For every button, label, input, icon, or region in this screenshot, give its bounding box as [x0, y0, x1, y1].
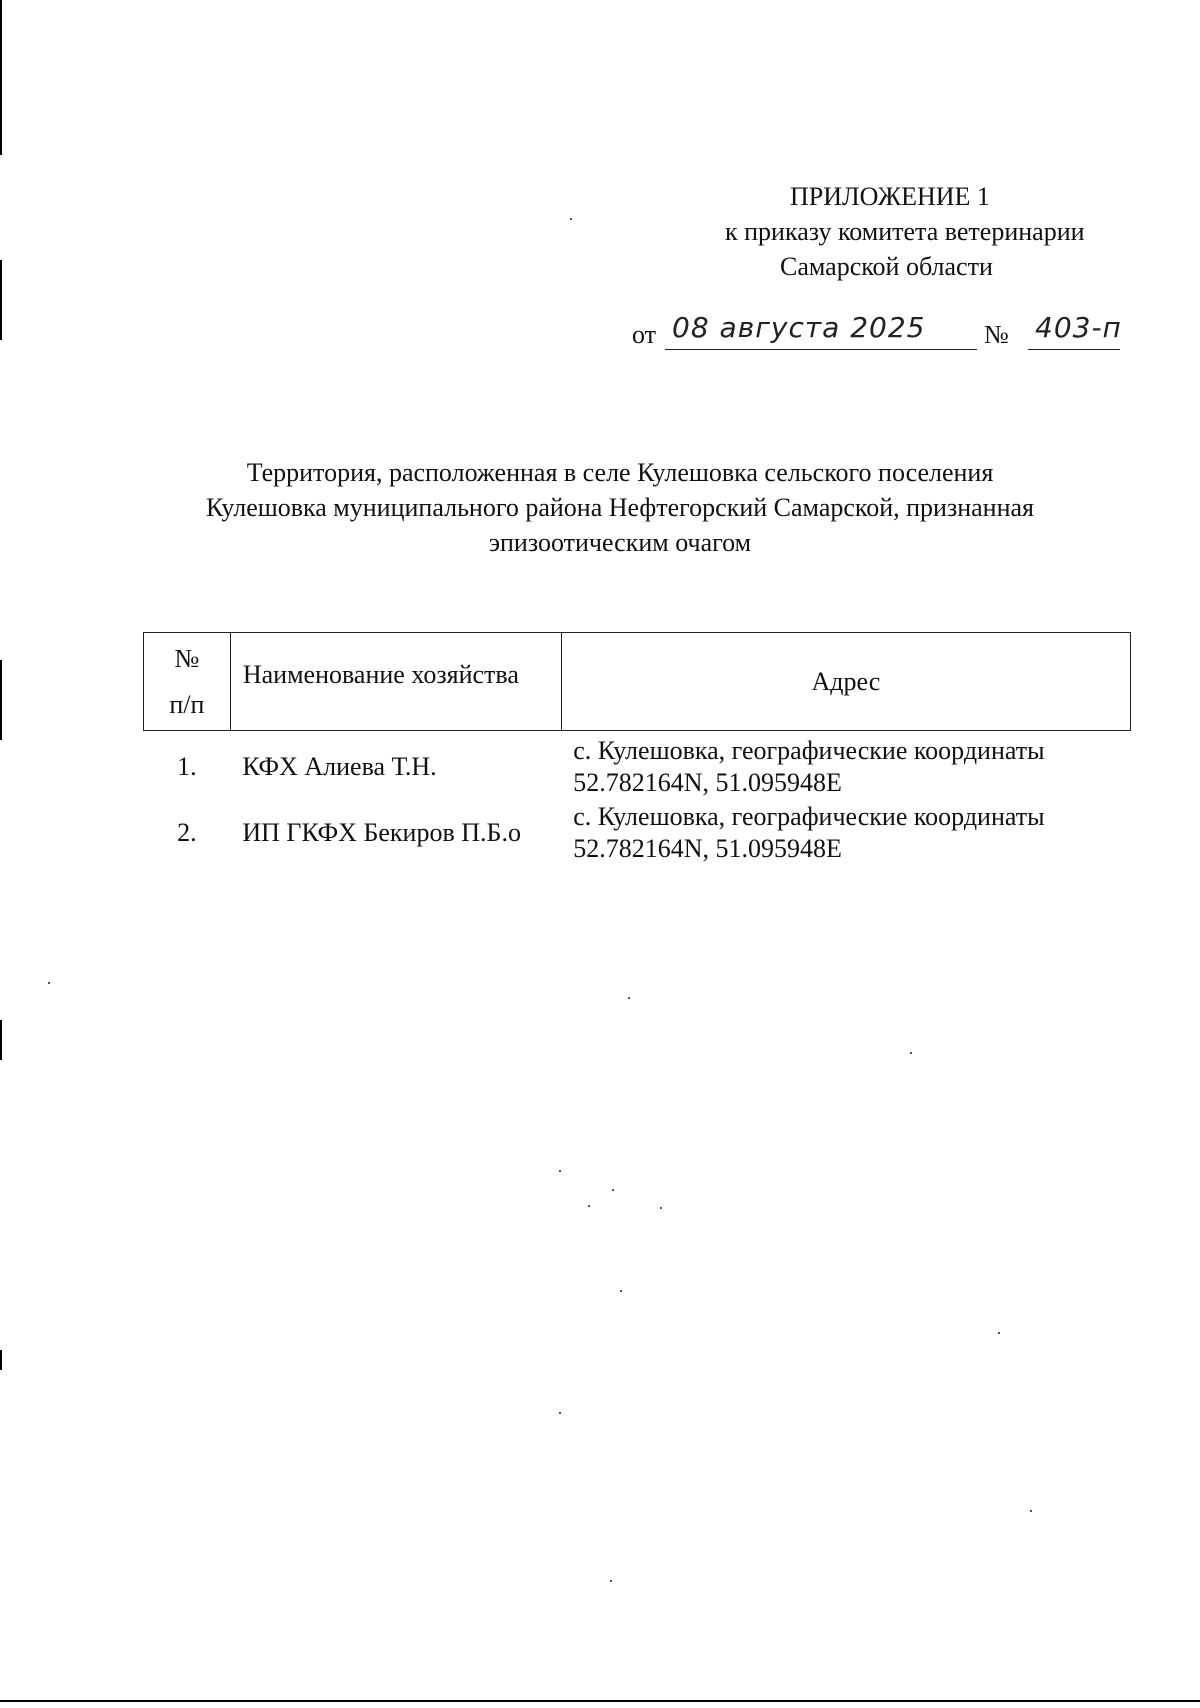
- table-row: [144, 799, 1131, 865]
- row-address: [561, 799, 1130, 865]
- address-coordinates: 52.782164N, 51.095948E: [573, 768, 842, 797]
- address-coordinates: 52.782164N, 51.095948E: [573, 834, 842, 863]
- scan-speck: [998, 1332, 1000, 1334]
- row-address: [561, 731, 1130, 800]
- scan-speck: [610, 1580, 612, 1582]
- scan-speck: [588, 1205, 590, 1207]
- row-farm-name: КФХ Алиева Т.Н.: [242, 752, 437, 781]
- header-farm-name: Наименование хозяйства: [230, 633, 561, 731]
- scan-edge-mark: [0, 660, 2, 740]
- scan-speck: [628, 997, 630, 999]
- scan-speck: [1030, 1510, 1032, 1512]
- row-number: 2.: [177, 818, 197, 847]
- row-number: 1.: [177, 752, 197, 781]
- row-farm-name: ИП ГКФХ Бекиров П.Б.о: [242, 818, 521, 847]
- scan-speck: [559, 1170, 561, 1172]
- date-underline: [665, 349, 977, 350]
- heading-line: эпизоотическим очагом: [488, 528, 752, 557]
- scan-speck: [660, 1207, 662, 1209]
- document-heading: [130, 455, 1110, 560]
- scan-speck: [910, 1052, 912, 1054]
- farms-table: [143, 632, 1131, 865]
- scan-edge-mark: [0, 260, 2, 340]
- appendix-title: ПРИЛОЖЕНИЕ 1: [790, 182, 990, 211]
- scan-speck: [48, 982, 50, 984]
- number-underline: [1028, 349, 1120, 350]
- address-line: с. Кулешовка, географические координаты: [573, 802, 1045, 831]
- appendix-region-line: Самарской области: [780, 252, 993, 281]
- heading-line: Территория, расположенная в селе Кулешовка сельского поселения: [246, 458, 994, 487]
- number-prefix: №: [984, 320, 1009, 349]
- handwritten-order-number: 403-п: [1035, 311, 1122, 344]
- appendix-order-line: к приказу комитета ветеринарии: [725, 217, 1085, 246]
- scan-edge-mark: [0, 1350, 2, 1370]
- scan-speck: [620, 1290, 622, 1292]
- header-number-symbol: №: [174, 643, 200, 673]
- scan-bottom-edge: [0, 1700, 1200, 1702]
- handwritten-date: 08 августа 2025: [672, 311, 926, 344]
- address-line: с. Кулешовка, географические координаты: [573, 736, 1045, 765]
- table-header-row: [144, 633, 1131, 731]
- scan-edge-mark: [0, 1020, 2, 1060]
- scan-speck: [559, 1412, 561, 1414]
- heading-line: Кулешовка муниципального района Нефтегорский Самарской, признанная: [205, 493, 1035, 522]
- scan-speck: [612, 1189, 614, 1191]
- header-number: [144, 633, 231, 731]
- header-address: Адрес: [561, 633, 1130, 731]
- scan-edge-mark: [0, 0, 2, 155]
- table-row: [144, 731, 1131, 800]
- scan-speck: [570, 218, 572, 220]
- date-prefix: от: [632, 320, 657, 349]
- header-number-abbrev: п/п: [169, 689, 205, 719]
